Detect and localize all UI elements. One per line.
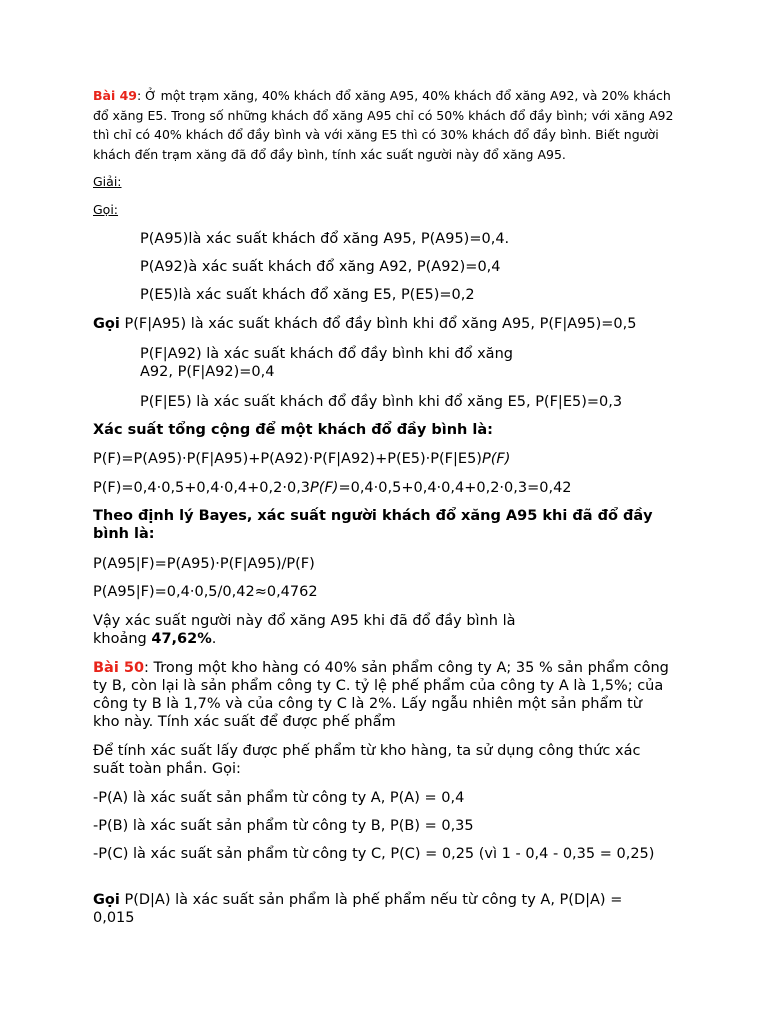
formula-values-b: =0,4⋅0,5+0,4⋅0,4+0,2⋅0,3=0,42 xyxy=(338,480,572,496)
total-heading-text: Xác suất tổng cộng để một khách đổ đầy bình là: xyxy=(93,422,493,438)
formula-values-italic: P(F) xyxy=(310,480,339,496)
def-a95: P(A95)là xác suất khách đổ xăng A95, P(A95)=0,4. xyxy=(140,231,510,247)
giai-heading: Giải: xyxy=(93,174,122,189)
bai49-problem xyxy=(93,86,675,164)
formula-total xyxy=(93,450,675,468)
def-pda xyxy=(93,891,668,927)
cond-a95 xyxy=(93,315,693,333)
goi-heading: Gọi: xyxy=(93,202,119,217)
conclusion-text: Vậy xác suất người này đổ xăng A95 khi đã đổ đầy bình là khoảng xyxy=(93,613,516,647)
formula-values-a: P(F)=0,4⋅0,5+0,4⋅0,4+0,2⋅0,3 xyxy=(93,480,311,496)
bayes-heading xyxy=(93,507,663,543)
conclusion-value: 47,62% xyxy=(151,631,212,647)
cond-e5: P(F|E5) là xác suất khách đổ đầy bình khi đổ xăng E5, P(F|E5)=0,3 xyxy=(140,394,623,410)
bai49-text: : Ở một trạm xăng, 40% khách đổ xăng A95, 40% khách đổ xăng A92, và 20% khách đổ xăng E5. Trong số những khách đổ xăng A95 chỉ có 50% khách đổ đầy bình; với xăng A92 thì chỉ có 40% khách đổ đầy bình và với xăng E5 thì có 30% khách đổ đầy bình. Biết người khách đến trạm xăng đã đổ đầy bình, tính xác suất người này đổ xăng A95. xyxy=(93,88,674,162)
def-a92: P(A92)à xác suất khách đổ xăng A92, P(A92)=0,4 xyxy=(140,259,501,275)
goi-bold: Gọi xyxy=(93,316,120,332)
bai50-method: Để tính xác suất lấy được phế phẩm từ kho hàng, ta sử dụng công thức xác suất toàn phần. Gọi: xyxy=(93,743,641,777)
bai50-problem xyxy=(93,659,673,731)
bayes-formula: P(A95|F)=P(A95)⋅P(F|A95)/P(F) xyxy=(93,556,315,572)
def-e5: P(E5)là xác suất khách đổ xăng E5, P(E5)=0,2 xyxy=(140,287,475,303)
conclusion xyxy=(93,612,553,648)
bayes-heading-text: Theo định lý Bayes, xác suất người khách đổ xăng A95 khi đã đổ đầy bình là: xyxy=(93,508,653,542)
cond-a95-text: P(F|A95) là xác suất khách đổ đầy bình khi đổ xăng A95, P(F|A95)=0,5 xyxy=(119,316,637,332)
bai49-label: Bài 49 xyxy=(93,88,137,103)
cond-a92: P(F|A92) là xác suất khách đổ đầy bình khi đổ xăng A92, P(F|A92)=0,4 xyxy=(140,346,513,380)
formula-total-values xyxy=(93,479,675,497)
formula-total-italic: P(F) xyxy=(481,451,511,467)
bai50-label: Bài 50 xyxy=(93,660,145,676)
def-pa: -P(A) là xác suất sản phẩm từ công ty A, P(A) = 0,4 xyxy=(93,790,465,806)
goi-bold-2: Gọi xyxy=(93,892,120,908)
def-pda-text: P(D|A) là xác suất sản phẩm là phế phẩm nếu từ công ty A, P(D|A) = 0,015 xyxy=(93,892,623,926)
def-pb: -P(B) là xác suất sản phẩm từ công ty B, P(B) = 0,35 xyxy=(93,818,474,834)
bayes-value: P(A95|F)=0,4⋅0,5/0,42≈0,4762 xyxy=(93,584,318,600)
total-heading xyxy=(93,421,675,439)
bai50-text: : Trong một kho hàng có 40% sản phẩm công ty A; 35 % sản phẩm công ty B, còn lại là sản phẩm công ty C. tỷ lệ phế phẩm của công ty A là 1,5%; của công ty B là 1,7% và của công ty C là 2%. Lấy ngẫu nhiên một sản phẩm từ kho này. Tính xác suất để được phế phẩm xyxy=(93,660,669,730)
formula-total-main: P(F)=P(A95)⋅P(F|A95)+P(A92)⋅P(F|A92)+P(E5)⋅P(F|E5) xyxy=(93,451,482,467)
conclusion-end: . xyxy=(211,631,217,647)
def-pc: -P(C) là xác suất sản phẩm từ công ty C, P(C) = 0,25 (vì 1 - 0,4 - 0,35 = 0,25) xyxy=(93,846,655,862)
